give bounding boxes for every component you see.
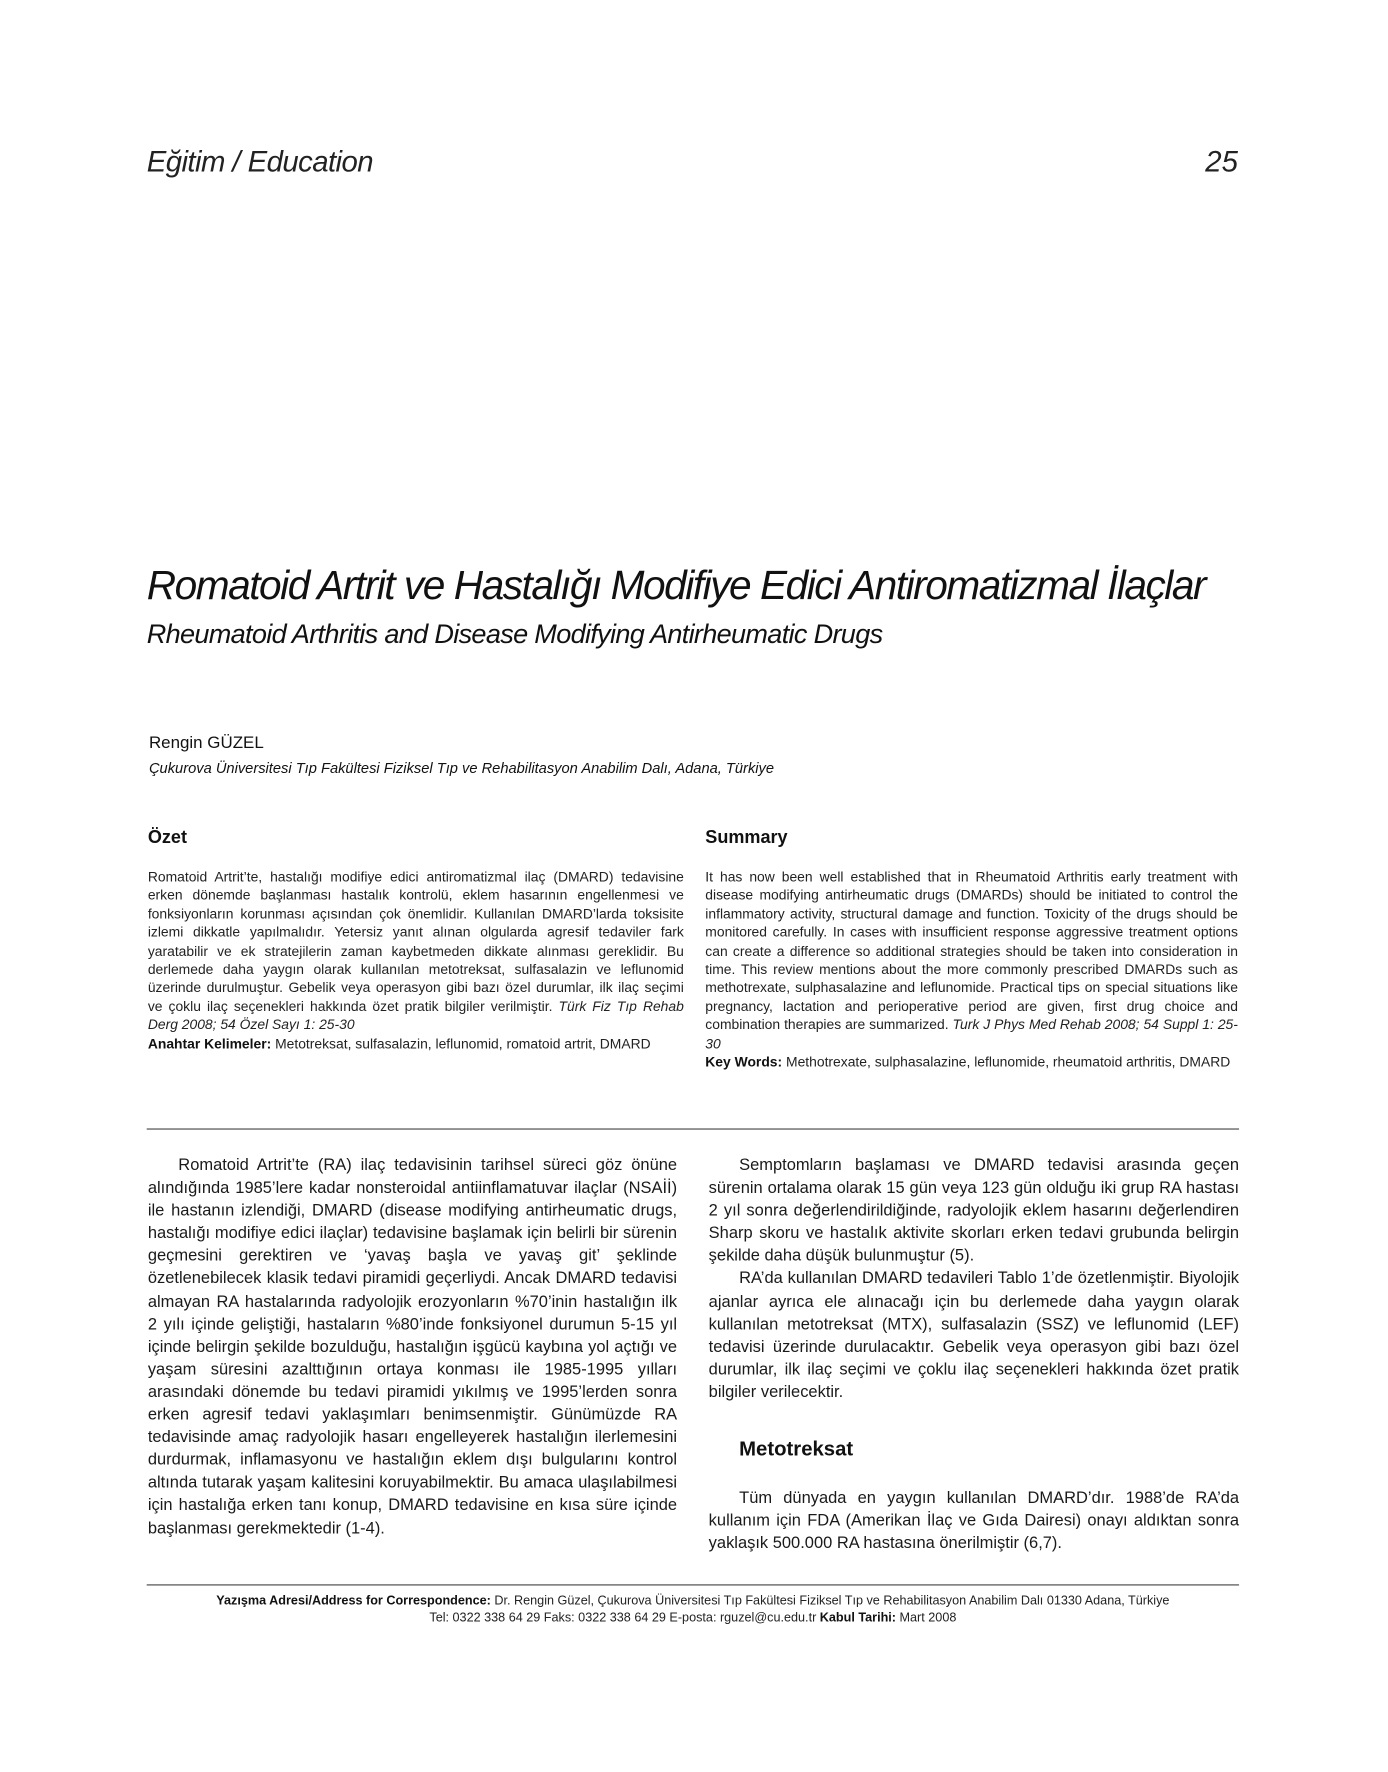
abstract-heading-english: Summary	[705, 828, 788, 848]
section-divider	[147, 1128, 1239, 1129]
abstract-text: Romatoid Artrit’te, hastalığı modifiye edici antiromatizmal ilaç (DMARD) tedavisine erken dönemde başlanması hastalık kontrolü, eklem hasarının engellenmesi ve fonksiyonların korunması açısından çok önemlidir. Kullanılan DMARD’larda toksisite izlemi dikkatle yapılmalıdır. Yetersiz yanıt alınan olgularda agresif tedaviler fark yaratabilir ve ek stratejilerin zaman kaybetmeden dikkate alınması gereklidir. Bu derlemede daha yaygın olarak kullanılan metotreksat, sulfasalazin ve leflunomid üzerinde durulmuştur. Gebelik veya operasyon gibi bazı özel durumlar, ilk ilaç seçimi ve çoklu ilaç seçenekleri hakkında özet pratik bilgiler verilmiştir.	[147, 868, 684, 1015]
section-heading-metotreksat: Metotreksat	[739, 1437, 854, 1461]
address-label: Yazışma Adresi/Address for Correspondence:	[216, 1594, 491, 1609]
keywords-list: Metotreksat, sulfasalazin, leflunomid, romatoid artrit, DMARD	[275, 1035, 651, 1052]
article-title-turkish: Romatoid Artrit ve Hastalığı Modifiye Edici Antiromatizmal İlaçlar	[146, 561, 1206, 609]
accepted-date: Mart 2008	[899, 1611, 957, 1625]
abstract-citation: Türk Fiz Tıp Rehab Derg 2008; 54 Özel Sayı 1: 25-30	[147, 998, 684, 1033]
abstract-english	[705, 868, 1238, 1072]
page-number: 25	[1205, 144, 1238, 179]
abstract-heading-turkish: Özet	[147, 828, 187, 848]
contact-text: Tel: 0322 338 64 29 Faks: 0322 338 64 29 E-posta: rguzel@cu.edu.tr	[429, 1611, 817, 1625]
article-title-english: Rheumatoid Arthritis and Disease Modifying Antirheumatic Drugs	[146, 619, 883, 650]
address-text: Dr. Rengin Güzel, Çukurova Üniversitesi Tıp Fakültesi Fiziksel Tıp ve Rehabilitasyon Anabilim Dalı 01330 Adana, Türkiye	[494, 1594, 1170, 1609]
abstract-turkish	[148, 868, 684, 1053]
body-paragraph: RA’da kullanılan DMARD tedavileri Tablo 1’de özetlenmiştir. Biyolojik ajanlar ayrıca ele alınacağı için bu derlemede daha yaygın olarak kullanılan metotreksat (MTX), sulfasalazin (SSZ) ve leflunomid (LEF) tedavisi üzerinde durulacaktır. Gebelik veya operasyon gibi bazı özel durumlar, ilk ilaç seçimi ve çoklu ilaç seçenekleri hakkında özet pratik bilgiler verilecektir.	[708, 1270, 1240, 1402]
body-paragraph: Tüm dünyada en yaygın kullanılan DMARD’dır. 1988’de RA’da kullanım için FDA (Amerikan İlaç ve Gıda Dairesi) onayı aldıktan sonra yaklaşık 500.000 RA hastasına önerilmiştir (6,7).	[708, 1489, 1240, 1553]
author-name: Rengin GÜZEL	[148, 733, 264, 753]
keywords-label: Anahtar Kelimeler:	[147, 1035, 272, 1052]
footer-divider	[147, 1584, 1239, 1585]
accepted-label: Kabul Tarihi:	[819, 1611, 897, 1625]
body-paragraph: Semptomların başlaması ve DMARD tedavisi arasında geçen sürenin ortalama olarak 15 gün veya 123 gün olduğu iki grup RA hastası 2 yıl sonra değerlendirildiğinde, radyolojik eklem hasarını değerlendiren Sharp skoru ve hastalık aktivite skorları erken tedavi grubunda belirgin şekilde daha düşük bulunmuştur (5).	[708, 1156, 1240, 1266]
author-affiliation: Çukurova Üniversitesi Tıp Fakültesi Fiziksel Tıp ve Rehabilitasyon Anabilim Dalı, Adana, Türkiye	[148, 759, 775, 777]
body-column-right-continued	[709, 1487, 1239, 1555]
abstract-citation: Turk J Phys Med Rehab 2008; 54 Suppl 1: 25-30	[705, 1017, 1238, 1052]
running-title: Eğitim / Education	[146, 144, 374, 179]
correspondence-footer	[147, 1593, 1239, 1627]
abstract-text: It has now been well established that in Rheumatoid Arthritis early treatment with disease modifying antirheumatic drugs (DMARDs) should be initiated to control the inflammatory activity, structural damage and function. Toxicity of the drugs should be monitored carefully. In cases with insufficient response aggressive treatment options can create a difference so additional strategies should be taken into consideration in time. This review mentions about the more commonly prescribed DMARDs such as methotrexate, sulphasalazine and leflunomide. Practical tips on special situations like pregnancy, lactation and perioperative period are given, first drug choice and combination therapies are summarized.	[705, 868, 1238, 1033]
body-paragraph: Romatoid Artrit’te (RA) ilaç tedavisinin tarihsel süreci göz önüne alındığında 1985’lere kadar nonsteroidal antiinflamatuvar ilaçlar (NSAİİ) ile hastanın izlendiği, DMARD (disease modifying antirheumatic drugs, hastalığı modifiye edici ilaçlar) tedavisine başlamak için belirli bir sürenin geçmesini gerektiren ve ‘yavaş başla ve yavaş git’ şeklinde özetlenebilecek klasik tedavi piramidi geçerliydi. Ancak DMARD tedavisi almayan RA hastalarında radyolojik erozyonların %70’inin hastalığın ilk 2 yılı içinde geliştiği, hastaların %80’inde fonksiyonel durumun 5-15 yıl içinde belirgin şekilde bozulduğu, hastalığın işgücü kaybına yol açtığı ve yaşam süresini azalttığının ortaya konması ile 1985-1995 yılları arasındaki dönemde bu tedavi piramidi yıkılmış ve 1995’lerden sonra erken agresif tedavi yaklaşımları benimsenmiştir. Günümüzde RA tedavisinde amaç radyolojik hasarı engelleyerek hastalığın ilerlemesini durdurmak, inflamasyonu ve hastalığın eklem dışı bulgularını kontrol altında tutarak yaşam kalitesini koruyabilmektir. Bu amaca ulaşılabilmesi için hastalığa erken tanı konup, DMARD tedavisine en kısa süre içinde başlanması gerekmektedir (1-4).	[147, 1156, 678, 1538]
body-column-right	[709, 1154, 1239, 1403]
keywords-label: Key Words:	[705, 1054, 783, 1070]
body-column-left	[148, 1154, 677, 1539]
keywords-list: Methotrexate, sulphasalazine, leflunomide, rheumatoid arthritis, DMARD	[786, 1054, 1231, 1070]
